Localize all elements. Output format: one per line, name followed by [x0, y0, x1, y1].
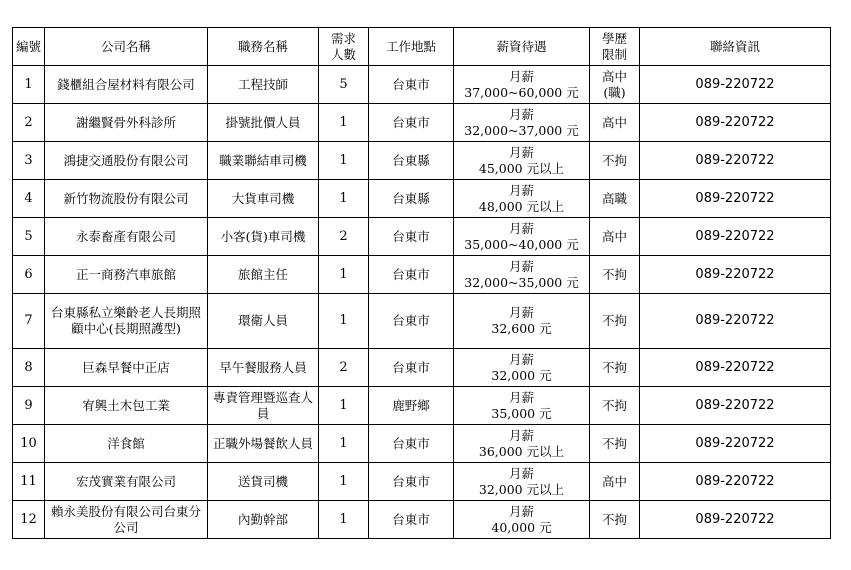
cell-count: 1: [319, 104, 369, 142]
header-contact: 聯絡資訊: [640, 28, 831, 66]
cell-contact: 089-220722: [640, 294, 831, 349]
cell-count: 5: [319, 66, 369, 104]
table-row: [13, 463, 831, 501]
cell-edu: 高中(職): [590, 66, 640, 104]
cell-salary: [454, 256, 590, 294]
table-body: [13, 66, 831, 539]
table-row: [13, 104, 831, 142]
cell-location: 台東市: [369, 294, 454, 349]
cell-salary: [454, 387, 590, 425]
cell-edu: 不拘: [590, 142, 640, 180]
cell-count: 1: [319, 142, 369, 180]
header-count-line2: 人數: [330, 46, 356, 62]
cell-company: 新竹物流股份有限公司: [45, 180, 208, 218]
table-row: [13, 294, 831, 349]
salary-type: 月薪: [508, 503, 534, 519]
header-count: [319, 28, 369, 66]
cell-count: 1: [319, 387, 369, 425]
table-header: [13, 28, 831, 66]
cell-salary: [454, 463, 590, 501]
header-education-line2: 限制: [601, 46, 627, 62]
cell-count: 2: [319, 218, 369, 256]
cell-location: 台東市: [369, 256, 454, 294]
cell-count: 1: [319, 463, 369, 501]
cell-edu: 不拘: [590, 425, 640, 463]
cell-no: 1: [13, 66, 45, 104]
salary-amount: 36,000 元以上: [478, 443, 565, 459]
table-row: [13, 425, 831, 463]
salary-type: 月薪: [508, 106, 534, 122]
cell-contact: 089-220722: [640, 349, 831, 387]
table-row: [13, 501, 831, 539]
cell-position: 送貨司機: [208, 463, 319, 501]
cell-edu: 不拘: [590, 294, 640, 349]
cell-salary: [454, 104, 590, 142]
cell-edu: 高中: [590, 463, 640, 501]
cell-location: 台東市: [369, 349, 454, 387]
cell-no: 12: [13, 501, 45, 539]
cell-salary: [454, 218, 590, 256]
cell-edu: 不拘: [590, 256, 640, 294]
cell-contact: 089-220722: [640, 256, 831, 294]
cell-edu: 不拘: [590, 501, 640, 539]
cell-location: 台東市: [369, 66, 454, 104]
cell-company: 宏茂實業有限公司: [45, 463, 208, 501]
salary-amount: 48,000 元以上: [478, 198, 565, 214]
cell-salary: [454, 349, 590, 387]
header-salary: 薪資待遇: [454, 28, 590, 66]
table-row: [13, 66, 831, 104]
cell-contact: 089-220722: [640, 218, 831, 256]
header-company: 公司名稱: [45, 28, 208, 66]
salary-amount: 35,000~40,000 元: [464, 236, 579, 252]
cell-edu: 高中: [590, 104, 640, 142]
cell-no: 3: [13, 142, 45, 180]
salary-type: 月薪: [508, 427, 534, 443]
cell-no: 7: [13, 294, 45, 349]
cell-company: 賴永美股份有限公司台東分公司: [45, 501, 208, 539]
cell-no: 8: [13, 349, 45, 387]
salary-type: 月薪: [508, 182, 534, 198]
cell-no: 10: [13, 425, 45, 463]
job-listings-table: [12, 27, 831, 539]
cell-contact: 089-220722: [640, 463, 831, 501]
cell-no: 2: [13, 104, 45, 142]
cell-edu: 高職: [590, 180, 640, 218]
table-row: [13, 387, 831, 425]
cell-position: 正職外場餐飲人員: [208, 425, 319, 463]
cell-no: 11: [13, 463, 45, 501]
table-row: [13, 180, 831, 218]
salary-amount: 40,000 元: [491, 519, 552, 535]
cell-position: 大貨車司機: [208, 180, 319, 218]
cell-position: 掛號批價人員: [208, 104, 319, 142]
salary-type: 月薪: [508, 258, 534, 274]
cell-company: 宥興土木包工業: [45, 387, 208, 425]
cell-no: 9: [13, 387, 45, 425]
salary-type: 月薪: [508, 465, 534, 481]
cell-count: 1: [319, 501, 369, 539]
salary-amount: 32,000~35,000 元: [464, 274, 579, 290]
header-education: [590, 28, 640, 66]
header-count-line1: 需求: [330, 30, 356, 46]
cell-contact: 089-220722: [640, 66, 831, 104]
salary-amount: 32,000~37,000 元: [464, 122, 579, 138]
salary-amount: 35,000 元: [491, 405, 552, 421]
cell-edu: 不拘: [590, 387, 640, 425]
salary-amount: 32,000 元以上: [478, 481, 565, 497]
cell-count: 1: [319, 294, 369, 349]
header-position: 職務名稱: [208, 28, 319, 66]
cell-count: 1: [319, 180, 369, 218]
cell-salary: [454, 66, 590, 104]
cell-company: 鴻捷交通股份有限公司: [45, 142, 208, 180]
cell-position: 環衛人員: [208, 294, 319, 349]
salary-type: 月薪: [508, 305, 534, 320]
table-row: [13, 349, 831, 387]
cell-salary: [454, 180, 590, 218]
cell-position: 內勤幹部: [208, 501, 319, 539]
cell-contact: 089-220722: [640, 142, 831, 180]
cell-company: 台東縣私立樂齡老人長期照顧中心(長期照護型): [45, 294, 208, 349]
cell-contact: 089-220722: [640, 501, 831, 539]
salary-type: 月薪: [508, 220, 534, 236]
header-location: 工作地點: [369, 28, 454, 66]
cell-salary: [454, 501, 590, 539]
cell-position: 旅館主任: [208, 256, 319, 294]
cell-no: 5: [13, 218, 45, 256]
header-education-line1: 學歷: [601, 30, 627, 46]
cell-contact: 089-220722: [640, 180, 831, 218]
cell-company: 錢櫃組合屋材料有限公司: [45, 66, 208, 104]
cell-salary: [454, 142, 590, 180]
cell-location: 台東市: [369, 463, 454, 501]
cell-count: 1: [319, 256, 369, 294]
table-row: [13, 218, 831, 256]
cell-company: 巨森早餐中正店: [45, 349, 208, 387]
cell-position: 職業聯結車司機: [208, 142, 319, 180]
salary-amount: 32,000 元: [491, 367, 552, 383]
salary-amount: 45,000 元以上: [478, 160, 565, 176]
cell-position: 小客(貨)車司機: [208, 218, 319, 256]
cell-position: 早午餐服務人員: [208, 349, 319, 387]
salary-amount: 32,600 元: [491, 321, 552, 336]
cell-salary: [454, 425, 590, 463]
cell-company: 謝繼賢骨外科診所: [45, 104, 208, 142]
cell-salary: [454, 294, 590, 349]
cell-company: 洋食館: [45, 425, 208, 463]
cell-location: 台東市: [369, 104, 454, 142]
header-no: 編號: [13, 28, 45, 66]
salary-type: 月薪: [508, 144, 534, 160]
cell-position: 專責管理暨巡查人員: [208, 387, 319, 425]
cell-location: 台東縣: [369, 142, 454, 180]
cell-edu: 不拘: [590, 349, 640, 387]
cell-location: 台東縣: [369, 180, 454, 218]
salary-amount: 37,000~60,000 元: [464, 84, 579, 100]
table-row: [13, 256, 831, 294]
cell-position: 工程技師: [208, 66, 319, 104]
header-row: [13, 28, 831, 66]
cell-location: 台東市: [369, 501, 454, 539]
cell-contact: 089-220722: [640, 387, 831, 425]
cell-no: 4: [13, 180, 45, 218]
cell-location: 台東市: [369, 218, 454, 256]
cell-company: 永泰畜產有限公司: [45, 218, 208, 256]
cell-contact: 089-220722: [640, 425, 831, 463]
cell-location: 台東市: [369, 425, 454, 463]
cell-location: 鹿野鄉: [369, 387, 454, 425]
cell-count: 1: [319, 425, 369, 463]
cell-edu: 高中: [590, 218, 640, 256]
cell-no: 6: [13, 256, 45, 294]
cell-company: 正一商務汽車旅館: [45, 256, 208, 294]
table-row: [13, 142, 831, 180]
cell-contact: 089-220722: [640, 104, 831, 142]
salary-type: 月薪: [508, 68, 534, 84]
cell-count: 2: [319, 349, 369, 387]
salary-type: 月薪: [508, 389, 534, 405]
salary-type: 月薪: [508, 351, 534, 367]
